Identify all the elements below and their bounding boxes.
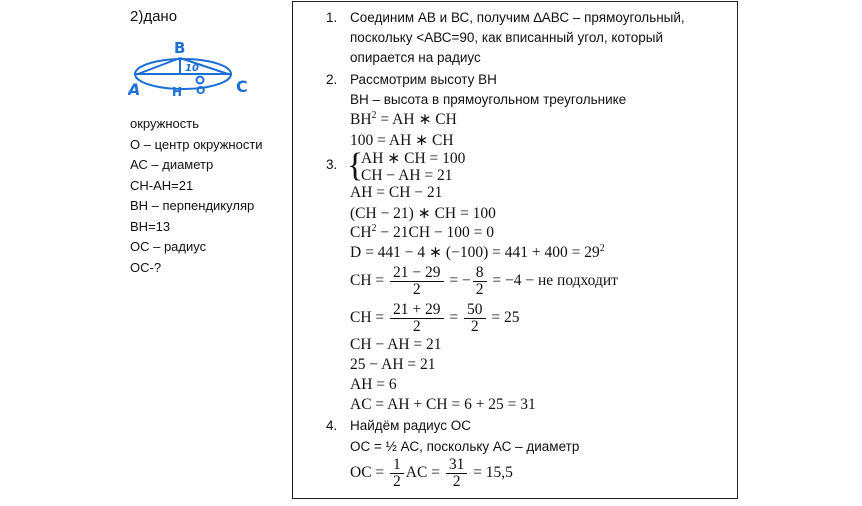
label-a: А: [128, 80, 141, 99]
equation-ac-value: AC = AH + CH = 6 + 25 = 31: [350, 396, 536, 413]
step-2-number: 2.: [326, 72, 338, 87]
system-brace: {: [347, 147, 364, 184]
given-line: ВН=13: [130, 218, 171, 234]
label-ten: 10: [185, 63, 199, 74]
step-4-number: 4.: [326, 418, 338, 433]
given-line: ВН – перпендикуляр: [130, 198, 255, 213]
step-3-number: 3.: [326, 157, 338, 172]
equation-ch-minus-ah: CH − AH = 21: [350, 336, 442, 353]
equation-substitution: (CH − 21) ∗ CH = 100: [350, 205, 496, 222]
center-mark: [197, 77, 204, 84]
label-o: О: [196, 84, 206, 97]
given-title: 2)дано: [130, 8, 178, 25]
equation-ah-value: AH = 6: [350, 376, 397, 393]
step-1-line-3: опирается на радиус: [350, 50, 481, 65]
label-b: В: [174, 39, 186, 57]
label-c: С: [236, 77, 248, 96]
system-eq-2: CH − AH = 21: [361, 167, 453, 184]
equation-100: 100 = AH ∗ CH: [350, 132, 454, 149]
equation-bh-squared: $BH^2$ = AH ∗ CH: [350, 110, 457, 129]
given-line: окружность: [130, 116, 199, 131]
equation-root-2: CH = $\frac{21 + 29}{2}$ = $\frac{50}{2}$ = 25: [350, 301, 520, 335]
step-1-line-2: поскольку <АВС=90, как вписанный угол, который: [350, 30, 663, 45]
equation-quadratic: $CH^2 - 21CH - 100 = 0$: [350, 223, 495, 242]
step-1-number: 1.: [326, 10, 338, 25]
solution-box: [292, 1, 738, 499]
step-1-line-1: Соединим АВ и ВС, получим ∆АВС – прямоугольный,: [350, 10, 685, 25]
label-h: Н: [172, 85, 183, 99]
given-line: О – центр окружности: [130, 136, 263, 152]
step-4-line-1: Найдём радиус ОС: [350, 418, 471, 433]
given-line: ОС-?: [130, 259, 162, 275]
given-line: ОС – радиус: [130, 239, 207, 254]
equation-ah: AH = CH − 21: [350, 184, 443, 201]
given-list: [130, 114, 263, 278]
system-eq-1: AH ∗ CH = 100: [361, 150, 466, 167]
equation-discriminant: D = 441 − 4 ∗ $(-100) = 441 + 400 = 29^2$: [350, 243, 605, 262]
equation-25-minus-ah: 25 − AH = 21: [350, 356, 436, 373]
step-2-line-2: ВН – высота в прямоугольном треугольнике: [350, 92, 627, 107]
equation-root-1: CH = $\frac{21 - 29}{2}$ = − $\frac{8}{2}$ = −4 − не подходит: [350, 264, 618, 298]
equation-radius: OC = $\frac{1}{2}$ AC = $\frac{31}{2}$ = 15,5: [350, 456, 513, 490]
given-line: СН-АН=21: [130, 177, 194, 193]
given-line: АС – диаметр: [130, 157, 214, 172]
step-2-line-1: Рассмотрим высоту ВН: [350, 72, 497, 87]
circle-sketch: [128, 36, 258, 106]
step-4-line-2: ОС = ½ АС, поскольку АС – диаметр: [350, 439, 580, 454]
